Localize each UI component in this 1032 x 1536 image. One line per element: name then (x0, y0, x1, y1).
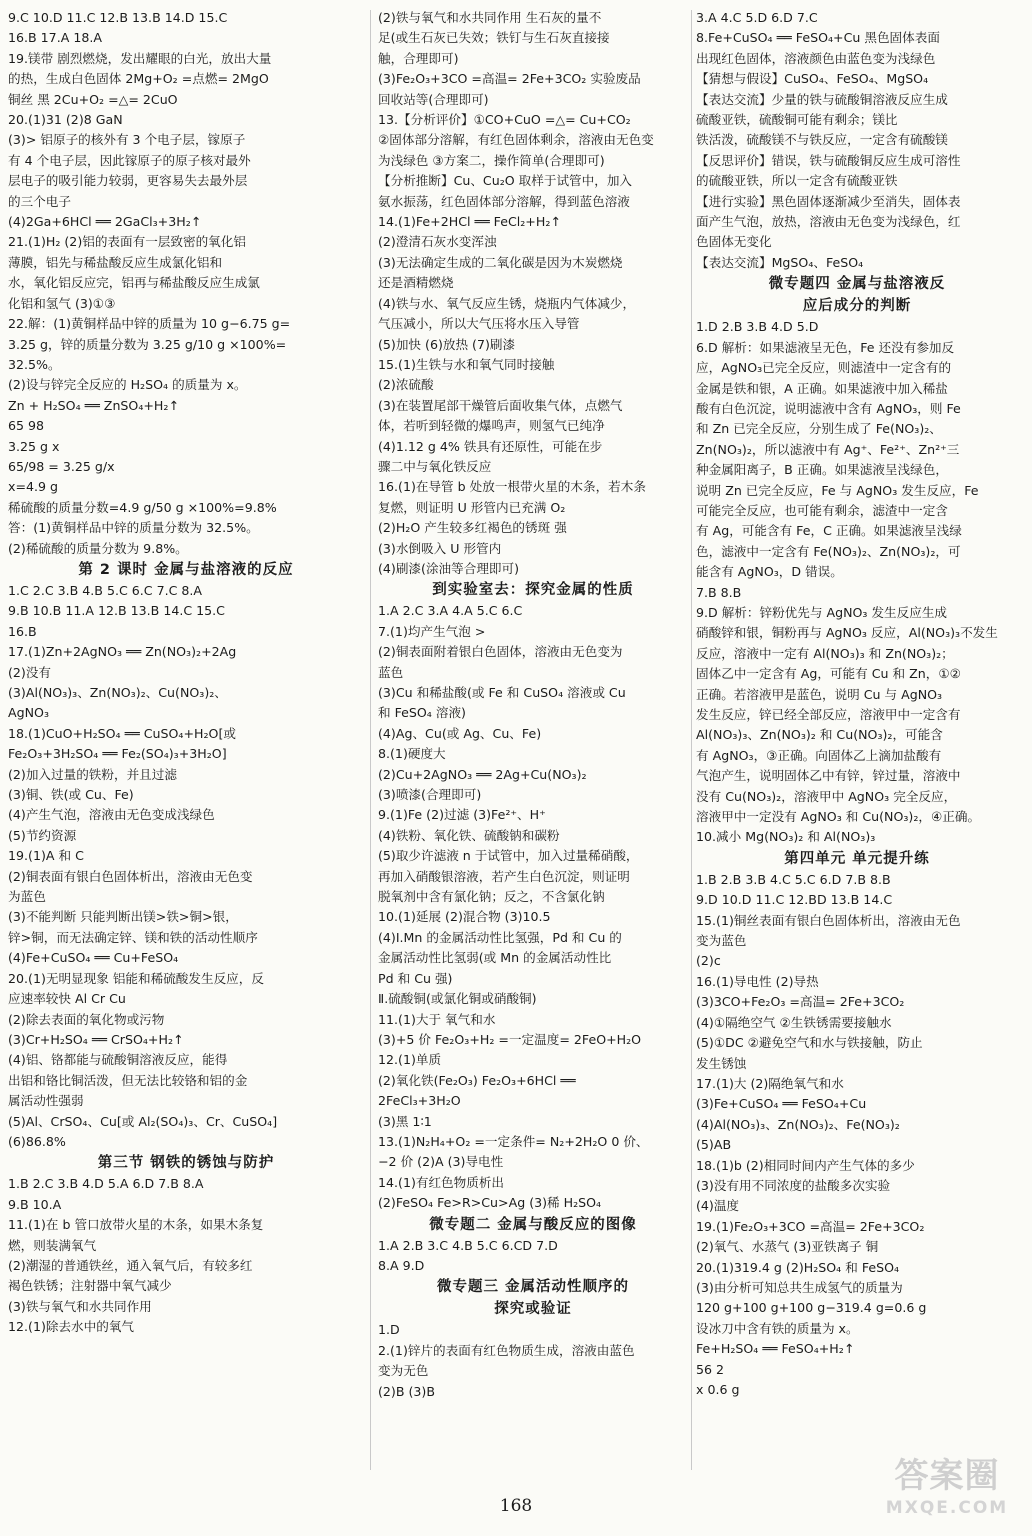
answer-line: (5)节约资源 (8, 827, 77, 843)
answer-line: 1.B 2.C 3.B 4.D 5.A 6.D 7.B 8.A (8, 1176, 204, 1192)
answer-line: (2)稀硫酸的质量分数为 9.8%。 (8, 540, 188, 556)
column-divider (691, 10, 692, 1470)
answer-line: 蓝色 (378, 664, 404, 680)
answer-line: (3)Cu 和稀盐酸(或 Fe 和 CuSO₄ 溶液或 Cu (378, 685, 626, 700)
answer-line: Pd 和 Cu 强) (378, 970, 453, 986)
section-heading: 探究或验证 (494, 1301, 572, 1318)
answer-line: (2)铜表面有银白色固体析出，溶液由无色变 (8, 868, 253, 884)
answer-line: (5)Al、CrSO₄、Cu[或 Al₂(SO₄)₃、Cr、CuSO₄] (8, 1113, 278, 1129)
answer-line: 20.(1)319.4 g (2)H₂SO₄ 和 FeSO₄ (696, 1259, 900, 1275)
answer-line: 答：(1)黄铜样品中锌的质量分数为 32.5%。 (8, 520, 259, 536)
answer-line: 化铝和氢气 (3)①③ (8, 295, 116, 311)
answer-line: (4)①隔绝空气 ②生铁锈需要接触水 (696, 1014, 892, 1030)
answer-line: 8.(1)硬度大 (378, 746, 446, 762)
answer-line: (3)铁与氧气和水共同作用 (8, 1298, 152, 1314)
answer-line: (4)铝、铬都能与硫酸铜溶液反应，能得 (8, 1052, 228, 1068)
answer-line: (3)由分析可知总共生成氢气的质量为 (696, 1279, 903, 1295)
answer-line: 【猜想与假设】CuSO₄、FeSO₄、MgSO₄ (696, 71, 929, 87)
answer-line: Fe+H₂SO₄ ══ FeSO₄+H₂↑ (696, 1341, 855, 1357)
answer-line: Al(NO₃)₃、Zn(NO₃)₂ 和 Cu(NO₃)₂，可能含 (696, 727, 943, 743)
answer-line: 11.(1)大于 氧气和水 (378, 1011, 496, 1027)
answer-line: 正确。若溶液甲是蓝色，说明 Cu 与 AgNO₃ (696, 686, 943, 702)
answer-line: 13.【分析评价】①CO+CuO =△= Cu+CO₂ (378, 112, 631, 128)
answer-line: (2)氧气、水蒸气 (3)亚铁离子 铜 (696, 1239, 879, 1255)
answer-line: 1.B 2.B 3.B 4.C 5.C 6.D 7.B 8.B (696, 871, 891, 887)
answer-line: (3)Fe₂O₃+3CO =高温= 2Fe+3CO₂ 实验废品 (378, 71, 641, 87)
answer-line: 21.(1)H₂ (2)铝的表面有一层致密的氧化铝 (8, 234, 246, 250)
section-heading: 应后成分的判断 (802, 298, 912, 315)
answer-line: 色，滤液中一定含有 Fe(NO₃)₂、Zn(NO₃)₂，可 (696, 543, 961, 559)
answer-line: 7.B 8.B (696, 584, 742, 600)
answer-line: 14.(1)Fe+2HCl ══ FeCl₂+H₂↑ (378, 214, 561, 230)
answer-line: (2)铜表面附着银白色固体，溶液由无色变为 (378, 644, 623, 660)
section-heading: 微专题三 金属活动性顺序的 (436, 1279, 630, 1296)
answer-line: (3)Fe+CuSO₄ ══ FeSO₄+Cu (696, 1096, 867, 1112)
answer-line: 能含有 AgNO₃，D 错误。 (696, 564, 843, 580)
answer-line: 1.D (378, 1322, 400, 1338)
answer-line: 15.(1)生铁与水和氧气同时接触 (378, 356, 555, 372)
answer-line: 铜丝 黑 2Cu+O₂ =△= 2CuO (8, 91, 178, 107)
answer-line: 薄膜，铝先与稀盐酸反应生成氯化铝和 (8, 254, 223, 270)
answer-line: 20.(1)无明显现象 铝能和稀硫酸发生反应，反 (8, 970, 264, 986)
answer-line: 和 Zn 已完全反应，分别生成了 Fe(NO₃)₂、 (696, 421, 942, 437)
answer-line: (4)Fe+CuSO₄ ══ Cu+FeSO₄ (8, 950, 179, 966)
answer-line: 的热，生成白色固体 2Mg+O₂ =点燃= 2MgO (8, 71, 269, 87)
answer-line: 气泡产生，说明固体乙中有锌，锌过量，溶液中 (696, 768, 961, 784)
answer-line: 9.B 10.A (8, 1196, 62, 1212)
answer-line: Zn + H₂SO₄ ══ ZnSO₄+H₂↑ (8, 397, 179, 413)
answer-line: (4)温度 (696, 1198, 740, 1214)
answer-line: x=4.9 g (8, 479, 59, 495)
answer-line: 溶液甲中一定没有 AgNO₃ 和 Cu(NO₃)₂，④正确。 (696, 809, 981, 825)
answer-line: 17.(1)大 (2)隔绝氧气和水 (696, 1075, 844, 1091)
answer-line: 14.(1)有红色物质析出 (378, 1174, 505, 1190)
answer-line: (3)Cr+H₂SO₄ ══ CrSO₄+H₂↑ (8, 1031, 184, 1047)
answer-line: 【进行实验】黑色固体逐渐减少至消失，固体表 (696, 193, 961, 209)
answer-line: 65/98 = 3.25 g/x (8, 458, 115, 474)
answer-line: Fe₂O₃+3H₂SO₄ ══ Fe₂(SO₄)₃+3H₂O] (8, 746, 227, 762)
answer-line: 发生锈蚀 (696, 1055, 747, 1071)
answer-line: 17.(1)Zn+2AgNO₃ ══ Zn(NO₃)₂+2Ag (8, 644, 237, 660)
answer-line: 15.(1)铜丝表面有银白色固体析出，溶液由无色 (696, 912, 961, 928)
answer-line: 有 4 个电子层，因此镓原子的原子核对最外 (8, 152, 251, 168)
answer-line: 应速率较快 Al Cr Cu (8, 991, 126, 1007)
answer-line: (3)喷漆(合理即可) (378, 787, 482, 803)
answer-line: (4)Al(NO₃)₃、Zn(NO₃)₂、Fe(NO₃)₂ (696, 1116, 900, 1132)
answer-line: (3)没有用不同浓度的盐酸多次实验 (696, 1177, 891, 1193)
answer-line: 再加入硝酸银溶液，若产生白色沉淀，则证明 (378, 868, 630, 884)
answer-line: (3)水倒吸入 U 形管内 (378, 540, 502, 556)
answer-line: 的三个电子 (8, 193, 71, 209)
answer-column-middle (378, 8, 688, 1402)
answer-line: (2)潮湿的普通铁丝，通入氧气后，有较多红 (8, 1257, 253, 1273)
watermark-url: MXQE.COM (885, 1498, 1009, 1518)
answer-line: 3.A 4.C 5.D 6.D 7.C (696, 10, 818, 25)
answer-line: 燃，则装满氧气 (8, 1237, 97, 1253)
answer-line: 1.A 2.B 3.C 4.B 5.C 6.CD 7.D (378, 1237, 558, 1253)
answer-line: (2)铁与氧气和水共同作用 生石灰的量不 (378, 10, 602, 25)
answer-line: 12.(1)除去水中的氧气 (8, 1319, 135, 1335)
answer-line: 发生反应，锌已经全部反应，溶液甲中一定含有 (696, 707, 961, 722)
section-heading: 第四单元 单元提升练 (784, 850, 930, 867)
answer-line: ②固体部分溶解，有红色固体剩余，溶液由无色变 (378, 132, 654, 148)
answer-line: 说明 Zn 已完全反应，Fe 与 AgNO₃ 发生反应，Fe (696, 482, 979, 498)
answer-line: 色固体无变化 (696, 234, 772, 250)
answer-line: 9.D 10.D 11.C 12.BD 13.B 14.C (696, 892, 893, 908)
answer-line: 的硫酸亚铁，所以一定含有硫酸亚铁 (696, 173, 898, 189)
answer-line: 13.(1)N₂H₄+O₂ =一定条件= N₂+2H₂O 0 价、 (378, 1133, 649, 1149)
answer-line: 体，若听到轻微的爆鸣声，则氢气已纯净 (378, 418, 605, 434)
answer-line: 硫酸亚铁，硫酸铜可能有剩余；镁比 (696, 112, 898, 128)
answer-line: (3)3CO+Fe₂O₃ =高温= 2Fe+3CO₂ (696, 994, 905, 1010)
answer-line: 9.C 10.D 11.C 12.B 13.B 14.D 15.C (8, 10, 228, 25)
answer-line: (4)铁与水、氧气反应生锈，烧瓶内气体减少， (378, 295, 636, 311)
answer-line: 骤二中与氧化铁反应 (378, 458, 492, 474)
answer-line: 19.(1)Fe₂O₃+3CO =高温= 2Fe+3CO₂ (696, 1218, 925, 1234)
answer-line: 足(或生石灰已失效；铁钉与生石灰直接接 (378, 30, 610, 46)
column-divider (370, 10, 371, 1470)
answer-line: 金属是铁和银，A 正确。如果滤液中加入稀盐 (696, 380, 948, 396)
answer-line: 没有 Cu(NO₃)₂，溶液甲中 AgNO₃ 完全反应， (696, 788, 957, 804)
answer-line: 16.B 17.A 18.A (8, 30, 102, 46)
answer-line: (2)H₂O 产生较多红褐色的锈斑 强 (378, 520, 567, 536)
answer-line: (2)FeSO₄ Fe>R>Cu>Ag (3)稀 H₂SO₄ (378, 1195, 602, 1211)
answer-line: 【反思评价】错误，铁与硫酸铜反应生成可溶性 (696, 152, 961, 168)
answer-line: (2)B (3)B (378, 1383, 435, 1399)
answer-line: 酸有白色沉淀，说明滤液中含有 AgNO₃，则 Fe (696, 400, 961, 416)
answer-line: 18.(1)CuO+H₂SO₄ ══ CuSO₄+H₂O[或 (8, 725, 236, 741)
answer-line: 锌>铜，而无法确定锌、镁和铁的活动性顺序 (8, 929, 258, 945)
answer-line: (4)产生气泡，溶液由无色变成浅绿色 (8, 807, 215, 823)
answer-line: 【分析推断】Cu、Cu₂O 取样于试管中，加入 (378, 173, 633, 189)
section-heading: 微专题四 金属与盐溶液反 (768, 276, 946, 293)
answer-column-right (696, 8, 1018, 1400)
watermark-logo (872, 1452, 1022, 1532)
answer-line: 1.C 2.C 3.B 4.B 5.C 6.C 7.C 8.A (8, 582, 203, 598)
answer-line: 触，合理即可) (378, 50, 459, 66)
answer-line: (2)浓硫酸 (378, 377, 434, 393)
answer-line: 变为蓝色 (696, 933, 747, 949)
answer-line: 复燃，则证明 U 形管内已充满 O₂ (378, 499, 566, 515)
answer-line: (2)氧化铁(Fe₂O₃) Fe₂O₃+6HCl ══ (378, 1072, 576, 1088)
answer-line: (4)1.12 g 4% 铁具有还原性，可能在步 (378, 438, 603, 454)
answer-line: 10.减小 Mg(NO₃)₂ 和 Al(NO₃)₃ (696, 829, 876, 845)
answer-line: (3)无法确定生成的二氧化碳是因为木炭燃烧 (378, 254, 623, 270)
answer-line: 3.25 g x (8, 438, 60, 454)
answer-line: (6)86.8% (8, 1133, 66, 1149)
answer-line: 面产生气泡，放热，溶液由无色变为浅绿色，红 (696, 214, 961, 230)
answer-line: 设冰刀中含有铁的质量为 x。 (696, 1320, 859, 1336)
answer-line: 10.(1)延展 (2)混合物 (3)10.5 (378, 909, 551, 925)
answer-line: 种金属阳离子，B 正确。如果滤液呈浅绿色， (696, 462, 948, 478)
answer-line: 18.(1)b (2)相同时间内产生气体的多少 (696, 1157, 915, 1173)
answer-line: 32.5%。 (8, 356, 61, 372)
answer-line: (2)没有 (8, 664, 52, 680)
answer-line: (3)铜、铁(或 Cu、Fe) (8, 787, 134, 803)
section-heading: 第三节 钢铁的锈蚀与防护 (97, 1155, 275, 1172)
answer-line: 水，氧化铝反应完，铝再与稀盐酸反应生成氯 (8, 275, 260, 291)
answer-line: 11.(1)在 b 管口放带火星的木条，如果木条复 (8, 1217, 264, 1233)
answer-line: 12.(1)单质 (378, 1052, 442, 1068)
answer-line: 变为无色 (378, 1363, 429, 1379)
answer-line: 120 g+100 g+100 g−319.4 g=0.6 g (696, 1300, 927, 1316)
answer-line: 【表达交流】MgSO₄、FeSO₄ (696, 254, 864, 270)
answer-line: 9.D 解析：锌粉优先与 AgNO₃ 发生反应生成 (696, 604, 948, 620)
answer-line: 应，AgNO₃已完全反应，则滤渣中一定含有的 (696, 360, 952, 376)
answer-line: (5)加快 (6)放热 (7)刷漆 (378, 336, 516, 352)
answer-line: 8.A 9.D (378, 1257, 425, 1273)
answer-line: (3)Al(NO₃)₃、Zn(NO₃)₂、Cu(NO₃)₂、 (8, 685, 227, 700)
answer-line: (4)铁粉、氧化铁、硫酸钠和碳粉 (378, 827, 560, 843)
answer-line: 出现红色固体，溶液颜色由蓝色变为浅绿色 (696, 50, 936, 66)
answer-line: 稀硫酸的质量分数=4.9 g/50 g ×100%=9.8% (8, 499, 277, 515)
answer-line: 反应，溶液中一定有 Al(NO₃)₃ 和 Zn(NO₃)₂； (696, 645, 954, 661)
answer-line: 为蓝色 (8, 889, 46, 905)
answer-line: 16.B (8, 623, 37, 639)
answer-line: (3)在装置尾部干燥管后面收集气体，点燃气 (378, 397, 623, 413)
answer-line: 65 98 (8, 418, 45, 434)
answer-line: 有 AgNO₃，③正确。向固体乙上滴加盐酸有 (696, 747, 942, 763)
answer-line: 脱氧剂中含有氯化钠；反之，不含氯化钠 (378, 889, 605, 905)
section-heading: 到实验室去：探究金属的性质 (432, 582, 634, 599)
answer-column-left (8, 8, 364, 1338)
answer-line: 可能完全反应，也可能有剩余，滤渣中一定含 (696, 502, 948, 518)
answer-line: 【表达交流】少量的铁与硫酸铜溶液反应生成 (696, 91, 948, 107)
answer-line: 铁活泼，硫酸镁不与铁反应，一定含有硫酸镁 (696, 132, 948, 148)
answer-line: Ⅱ.硫酸铜(或氯化铜或硝酸铜) (378, 991, 537, 1007)
answer-line: (3)不能判断 只能判断出镁>铁>铜>银， (8, 909, 238, 925)
section-heading: 微专题二 金属与酸反应的图像 (429, 1216, 637, 1233)
answer-line: 1.A 2.C 3.A 4.A 5.C 6.C (378, 603, 523, 619)
answer-line: 褐色铁锈；注射器中氧气减少 (8, 1278, 172, 1294)
answer-line: (2)设与锌完全反应的 H₂SO₄ 的质量为 x。 (8, 377, 247, 393)
answer-line: 6.D 解析：如果滤液呈无色，Fe 还没有参加反 (696, 339, 955, 355)
answer-line: (5)①DC ②避免空气和水与铁接触，防止 (696, 1035, 923, 1051)
answer-line: (5)AB (696, 1137, 732, 1153)
answer-line: (2)加入过量的铁粉，并且过滤 (8, 766, 177, 782)
answer-line: (4)Ⅰ.Mn 的金属活动性比氢强，Pd 和 Cu 的 (378, 929, 622, 945)
answer-line: 9.(1)Fe (2)过滤 (3)Fe²⁺、H⁺ (378, 807, 546, 823)
section-heading: 第 2 课时 金属与盐溶液的反应 (78, 561, 294, 578)
answer-line: 出铝和铬比铜活泼，但无法比较铬和铝的金 (8, 1072, 248, 1088)
answer-line: 硝酸锌和银，铜粉再与 AgNO₃ 反应，Al(NO₃)₃不发生 (696, 625, 998, 641)
answer-line: (2)c (696, 953, 721, 969)
answer-line: 9.B 10.B 11.A 12.B 13.B 14.C 15.C (8, 603, 225, 619)
answer-line: 2FeCl₃+3H₂O (378, 1093, 461, 1109)
answer-line: 有 Ag，可能含有 Fe，C 正确。如果滤液呈浅绿 (696, 523, 962, 539)
page-number: 168 (499, 1496, 533, 1516)
watermark-text: 答案圈 (894, 1456, 1000, 1496)
answer-line: (2)除去表面的氧化物或污物 (8, 1011, 165, 1027)
answer-line: 22.解：(1)黄铜样品中锌的质量为 10 g−6.75 g= (8, 316, 291, 332)
answer-line: (5)取少许滤液 n 于试管中，加入过量稀硝酸， (378, 848, 639, 864)
answer-line: (4)刷漆(涂油等合理即可) (378, 560, 520, 576)
answer-line: (2)澄清石灰水变浑浊 (378, 234, 497, 250)
answer-line: 56 2 (696, 1361, 725, 1377)
answer-line: 2.(1)锌片的表面有红色物质生成，溶液由蓝色 (378, 1342, 635, 1358)
answer-line: 为浅绿色 ③方案二，操作简单(合理即可) (378, 152, 605, 168)
answer-line: 和 FeSO₄ 溶液) (378, 705, 466, 721)
answer-line: 属活动性强弱 (8, 1093, 84, 1109)
answer-line: 还是酒精燃烧 (378, 275, 454, 291)
answer-line: Zn(NO₃)₂，所以滤液中有 Ag⁺、Fe²⁺、Zn²⁺三 (696, 441, 960, 457)
answer-line: (3)> 铝原子的核外有 3 个电子层，镓原子 (8, 132, 246, 148)
answer-line: 固体乙中一定含有 Ag，可能有 Cu 和 Zn，①② (696, 666, 961, 682)
answer-line: x 0.6 g (696, 1382, 740, 1397)
answer-line: 8.Fe+CuSO₄ ══ FeSO₄+Cu 黑色固体表面 (696, 30, 940, 46)
answer-line: AgNO₃ (8, 705, 49, 721)
answer-line: (4)Ag、Cu(或 Ag、Cu、Fe) (378, 725, 542, 741)
answer-line: 3.25 g，锌的质量分数为 3.25 g/10 g ×100%= (8, 336, 287, 352)
answer-line: 回收站等(合理即可) (378, 91, 489, 107)
answer-line: 氨水振荡，红色固体部分溶解，得到蓝色溶液 (378, 193, 630, 209)
answer-line: 金属活动性比氢弱(或 Mn 的金属活动性比 (378, 950, 612, 966)
answer-line: 20.(1)31 (2)8 GaN (8, 112, 123, 128)
answer-line: 19.镁带 剧烈燃烧，发出耀眼的白光，放出大量 (8, 50, 272, 66)
answer-line: (2)Cu+2AgNO₃ ══ 2Ag+Cu(NO₃)₂ (378, 766, 587, 782)
answer-line: 16.(1)导电性 (2)导热 (696, 973, 819, 989)
answer-line: −2 价 (2)A (3)导电性 (378, 1154, 504, 1170)
answer-line: 气压减小，所以大气压将水压入导管 (378, 316, 580, 332)
answer-line: (3)+5 价 Fe₂O₃+H₂ =一定温度= 2FeO+H₂O (378, 1031, 642, 1047)
answer-line: 1.D 2.B 3.B 4.D 5.D (696, 319, 819, 335)
answer-line: 7.(1)均产生气泡 > (378, 623, 486, 639)
answer-line: (3)黑 1∶1 (378, 1113, 432, 1129)
answer-line: 19.(1)A 和 C (8, 848, 84, 864)
answer-line: 16.(1)在导管 b 处放一根带火星的木条，若木条 (378, 479, 646, 495)
answer-line: (4)2Ga+6HCl ══ 2GaCl₃+3H₂↑ (8, 214, 202, 230)
answer-line: 层电子的吸引能力较弱，更容易失去最外层 (8, 173, 248, 189)
